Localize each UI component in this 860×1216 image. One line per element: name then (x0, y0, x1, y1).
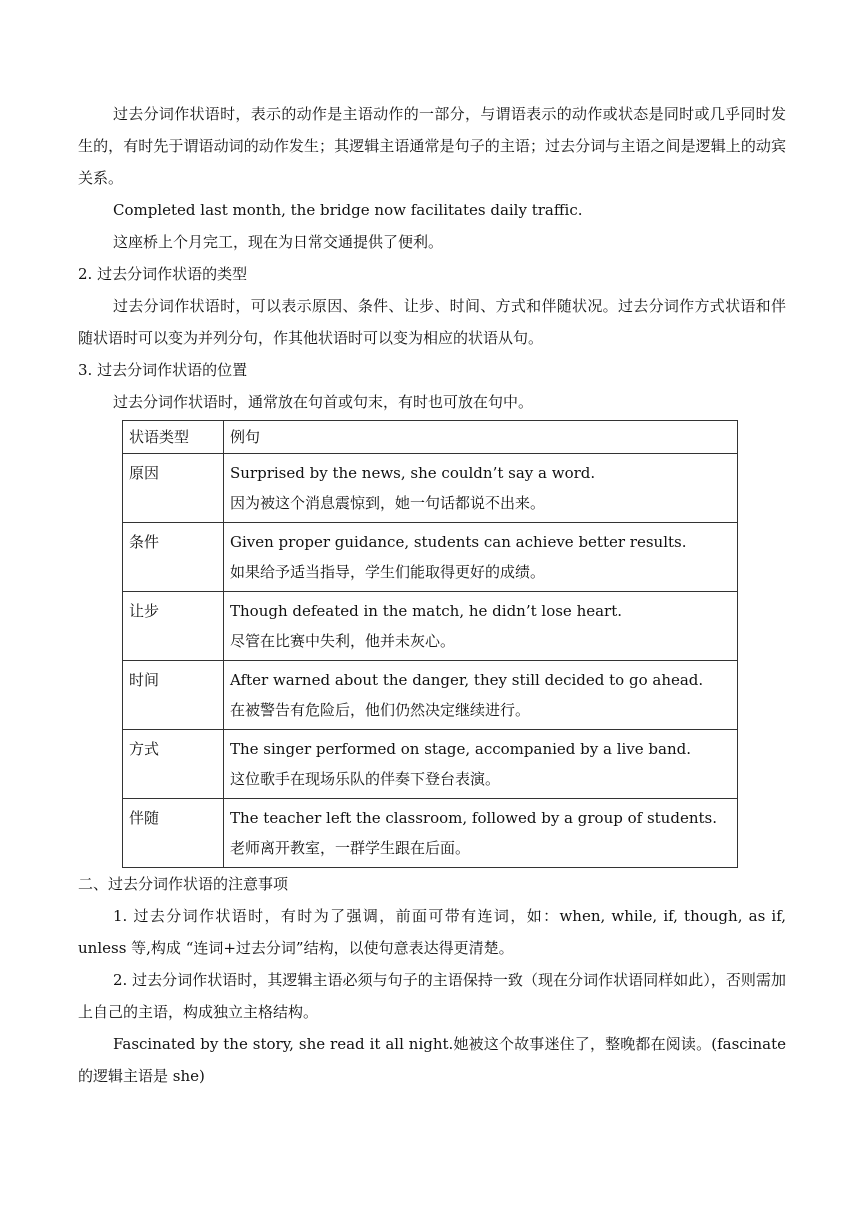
row-example-chinese: 尽管在比赛中失利，他并未灰心。 (230, 632, 456, 650)
table-row (123, 592, 738, 661)
row-example-english: The teacher left the classroom, followed by a group of students. (230, 809, 717, 827)
row-example-chinese: 因为被这个消息震惊到，她一句话都说不出来。 (230, 494, 546, 512)
row-example (224, 523, 738, 592)
row-example (224, 592, 738, 661)
row-type: 让步 (123, 592, 224, 661)
table-row (123, 730, 738, 799)
example-paragraph-fascinated: Fascinated by the story, she read it all night.她被这个故事迷住了，整晚都在阅读。(fascinate 的逻辑主语是 she) (78, 1035, 786, 1085)
table-header-type: 状语类型 (123, 421, 224, 454)
table-row (123, 523, 738, 592)
row-example-chinese: 这位歌手在现场乐队的伴奏下登台表演。 (230, 770, 501, 788)
row-example-chinese: 如果给予适当指导，学生们能取得更好的成绩。 (230, 563, 546, 581)
row-example-chinese: 老师离开教室，一群学生跟在后面。 (230, 839, 471, 857)
row-type: 伴随 (123, 799, 224, 868)
row-example (224, 454, 738, 523)
row-example (224, 730, 738, 799)
note-paragraph-1: 1. 过去分词作状语时，有时为了强调，前面可带有连词，如：when, while, if, though, as if, unless 等,构成 “连词+过去分词”结构，以使句意表达得更清楚。 (78, 907, 786, 957)
example-chinese: 这座桥上个月完工，现在为日常交通提供了便利。 (113, 233, 444, 251)
section-title-notes: 二、过去分词作状语的注意事项 (78, 875, 289, 893)
row-example-english: After warned about the danger, they still decided to go ahead. (230, 671, 704, 689)
position-paragraph: 过去分词作状语时，通常放在句首或句末，有时也可放在句中。 (113, 393, 534, 411)
row-example-english: The singer performed on stage, accompanied by a live band. (230, 740, 691, 758)
table-row (123, 454, 738, 523)
example-english: Completed last month, the bridge now facilitates daily traffic. (113, 201, 583, 219)
row-example-english: Given proper guidance, students can achieve better results. (230, 533, 687, 551)
table-header-example: 例句 (224, 421, 738, 454)
adverbial-types-table (122, 420, 738, 868)
row-type: 方式 (123, 730, 224, 799)
row-type: 原因 (123, 454, 224, 523)
row-type: 条件 (123, 523, 224, 592)
intro-paragraph: 过去分词作状语时，表示的动作是主语动作的一部分，与谓语表示的动作或状态是同时或几乎同时发生的，有时先于谓语动词的动作发生；其逻辑主语通常是句子的主语；过去分词与主语之间是逻辑上的动宾关系。 (78, 105, 786, 187)
table-row (123, 799, 738, 868)
types-paragraph: 过去分词作状语时，可以表示原因、条件、让步、时间、方式和伴随状况。过去分词作方式状语和伴随状语时可以变为并列分句，作其他状语时可以变为相应的状语从句。 (78, 297, 786, 347)
row-type: 时间 (123, 661, 224, 730)
section-heading-position: 3. 过去分词作状语的位置 (78, 361, 248, 379)
row-example (224, 799, 738, 868)
row-example-chinese: 在被警告有危险后，他们仍然决定继续进行。 (230, 701, 531, 719)
table-row (123, 661, 738, 730)
section-heading-types: 2. 过去分词作状语的类型 (78, 265, 248, 283)
row-example-english: Surprised by the news, she couldn’t say a word. (230, 464, 596, 482)
row-example (224, 661, 738, 730)
table-header-row (123, 421, 738, 454)
document-page (78, 98, 786, 1092)
note-paragraph-2: 2. 过去分词作状语时，其逻辑主语必须与句子的主语保持一致（现在分词作状语同样如此），否则需加上自己的主语，构成独立主格结构。 (78, 971, 786, 1021)
row-example-english: Though defeated in the match, he didn’t lose heart. (230, 602, 623, 620)
